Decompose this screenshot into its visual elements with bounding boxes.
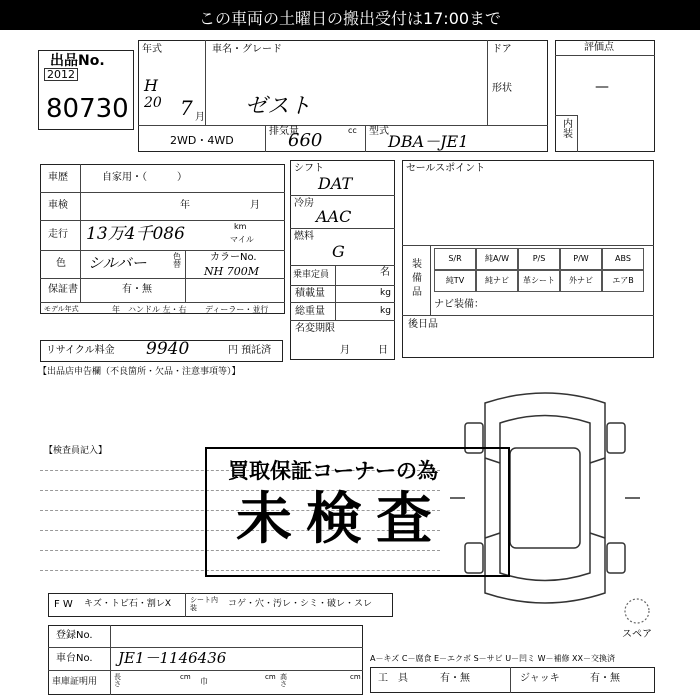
rating-label: 評価点: [584, 42, 614, 53]
equipment-cell: [560, 270, 602, 292]
month-suffix: 月: [195, 112, 205, 123]
displacement-value: 660: [288, 130, 323, 151]
navi-label: ナビ装備：: [434, 299, 484, 310]
colorno-label: カラーNo.: [210, 252, 257, 263]
gross-label: 総重量: [295, 306, 325, 317]
spare-label: スペア: [622, 629, 652, 640]
year-era: H: [144, 76, 158, 95]
namechange-month: 月: [340, 345, 350, 356]
model-value: DBA－JE1: [388, 132, 469, 151]
equipment-cell: [560, 248, 602, 270]
equipment-cell: [434, 270, 476, 292]
name-label: 車名・グレード: [212, 44, 282, 55]
jack-value: 有・無: [590, 673, 620, 684]
fuel-label: 燃料: [294, 231, 314, 242]
warranty-value: 有・無: [122, 284, 152, 295]
equipment-item: ABS: [615, 254, 631, 263]
model-label: 型式: [369, 126, 389, 137]
ac-label: 冷房: [294, 198, 314, 209]
shift-value: DAT: [318, 174, 353, 193]
equipment-item: 純ナビ: [485, 276, 509, 285]
history-value: 自家用・（ ）: [102, 172, 187, 183]
inspection-label: 車検: [48, 200, 68, 211]
color-change: 色替: [173, 252, 181, 269]
history-label: 車歴: [48, 172, 68, 183]
equipment-cell: [518, 248, 560, 270]
equipment-item: エアB: [612, 276, 634, 285]
listing-label: 出品No.: [50, 53, 105, 69]
recycle-value: 9940: [146, 339, 190, 359]
load-unit: kg: [380, 288, 391, 298]
banner-text: この車両の土曜日の搬出受付は17:00まで: [198, 9, 502, 28]
model-year-unit: 年: [112, 305, 120, 314]
equipment-item: P/W: [573, 254, 589, 263]
mile-unit: マイル: [230, 235, 254, 244]
equipment-cell: [476, 248, 518, 270]
recycle-label: リサイクル料金: [46, 345, 115, 356]
equipment-cell: [476, 270, 518, 292]
door-label: ドア: [492, 44, 512, 55]
color-label: 色: [56, 258, 66, 269]
gross-unit: kg: [380, 306, 391, 316]
seller-note-label: 【出品店申告欄（不良箇所・欠品・注意事項等）】: [38, 367, 241, 377]
equipment-label: 装備品: [412, 259, 422, 298]
registration-label: 登録No.: [56, 630, 93, 641]
cert-height-unit: cm: [350, 673, 361, 681]
shape-label: 形状: [492, 83, 512, 94]
cert-width-unit: cm: [265, 673, 276, 681]
equipment-cell: [602, 248, 644, 270]
inspector-label: 【検査員記入】: [44, 446, 108, 456]
interior-legend-value: コゲ・穴・汚レ・シミ・破レ・スレ: [228, 599, 373, 609]
jack-label: ジャッキ: [520, 673, 560, 684]
mileage-label: 走行: [48, 229, 68, 240]
namechange-day: 日: [378, 345, 388, 356]
equipment-cell: [434, 248, 476, 270]
dealer-label: ディーラー・並行: [205, 305, 269, 314]
cc-unit: cc: [348, 126, 357, 135]
chassis-label: 車台No.: [56, 653, 93, 664]
color-value: シルバー: [88, 254, 147, 272]
km-unit: km: [234, 222, 247, 231]
fw-label: F W: [54, 599, 73, 610]
recycle-unit: 円 預託済: [228, 345, 272, 356]
interior-legend-label: シート内装: [190, 596, 218, 612]
equipment-item: 外ナビ: [569, 276, 593, 285]
year-label: 年式: [142, 44, 162, 55]
spare-tire-icon: [622, 596, 652, 626]
equipment-item: P/S: [532, 254, 546, 263]
year-num: 20: [144, 95, 162, 111]
namechange-label: 名変期限: [295, 323, 335, 334]
fw-value: キズ・トビ石・割レX: [84, 599, 171, 609]
vehicle-cert-label: 車庫証明用: [52, 677, 98, 687]
load-label: 積載量: [295, 288, 325, 299]
cert-length-unit: cm: [180, 673, 191, 681]
capacity-unit: 名: [380, 267, 390, 278]
handle-label: ハンドル 左・右: [128, 305, 187, 314]
colorno-value: NH 700M: [204, 265, 259, 278]
equipment-item: 革シート: [523, 276, 555, 285]
fuel-value: G: [332, 242, 345, 261]
stamp-line2: 未検査: [236, 487, 446, 552]
chassis-value: JE1－1146436: [118, 649, 227, 667]
listing-year-tag: 2012: [44, 68, 78, 81]
interior-label: 内装: [563, 119, 573, 140]
cert-height: 高さ: [280, 673, 287, 688]
shift-label: シフト: [294, 163, 324, 174]
cert-width: 巾: [200, 677, 208, 686]
drive-type: 2WD・4WD: [170, 134, 234, 147]
equipment-cell: [518, 270, 560, 292]
name-value: ゼスト: [245, 94, 312, 119]
inspection-month: 月: [250, 200, 260, 211]
damage-codes: A－キズ C－腐食 E－エクボ S－サビ U－凹ミ W－補修 XX－交換済: [370, 654, 616, 663]
aftermarket-label: 後日品: [408, 319, 438, 330]
equipment-item: 純TV: [445, 276, 465, 285]
equipment-item: 純A/W: [484, 254, 510, 263]
month-value: 7: [180, 96, 193, 120]
warranty-label: 保証書: [48, 284, 78, 295]
capacity-label: 乗車定員: [293, 270, 330, 280]
model-year-label: モデル年式: [44, 305, 79, 313]
listing-number: 80730: [46, 94, 129, 124]
equipment-cell: [602, 270, 644, 292]
tools-value: 有・無: [440, 673, 470, 684]
cert-length: 長さ: [114, 673, 121, 688]
displacement-label: 排気量: [269, 126, 299, 137]
tools-label: 工 具: [378, 673, 408, 684]
ac-value: AAC: [316, 207, 352, 226]
equipment-item: S/R: [448, 254, 462, 263]
sales-point-label: セールスポイント: [406, 163, 486, 174]
stamp-line1: 買取保証コーナーの為: [228, 459, 438, 483]
rating-value: —: [595, 79, 609, 95]
inspection-year: 年: [180, 200, 190, 211]
mileage-value: 13万4千086: [86, 224, 185, 244]
